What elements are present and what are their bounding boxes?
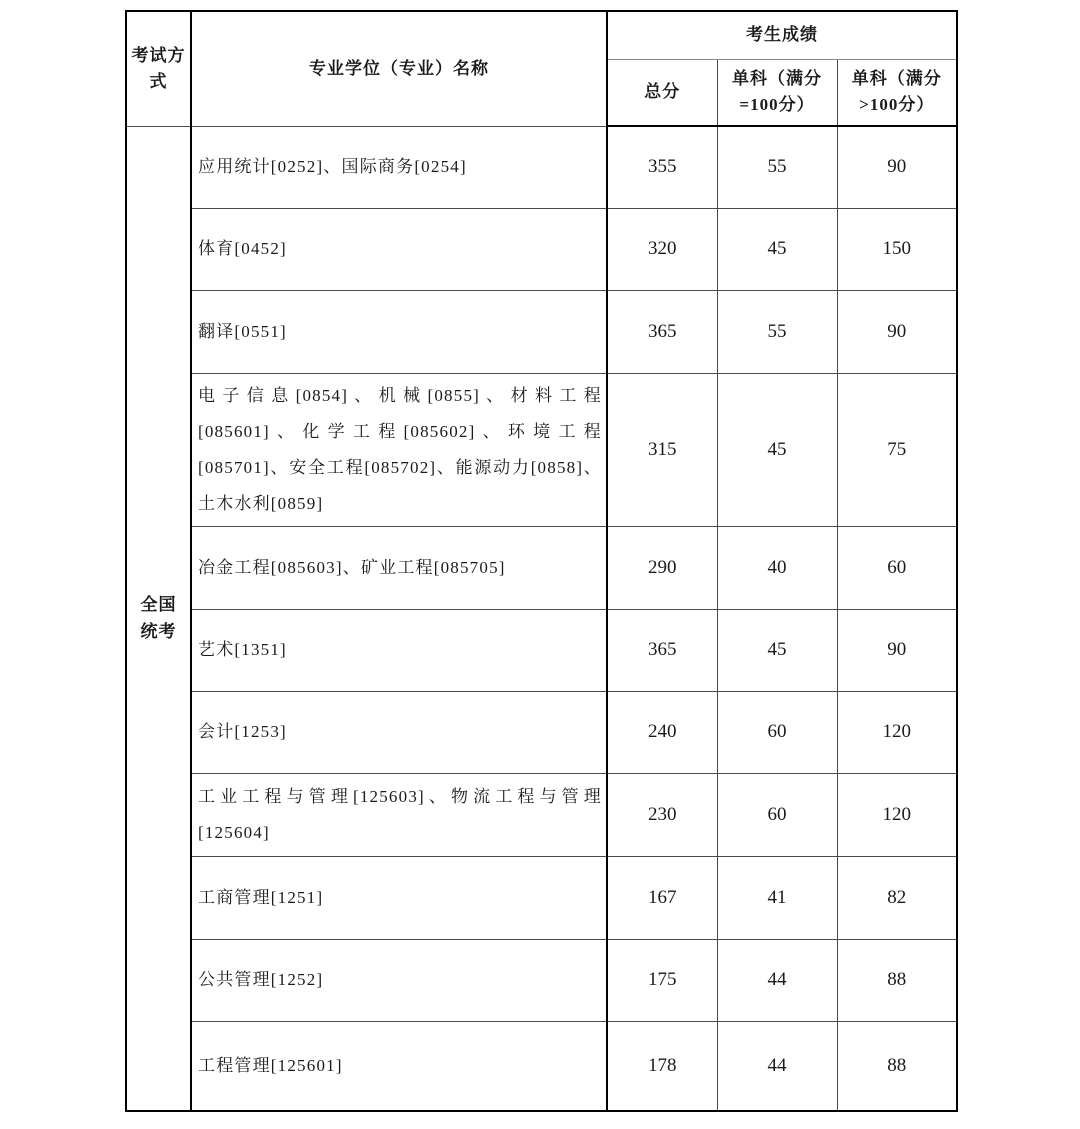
major-name-cell: 电子信息[0854]、机械[0855]、材料工程[085601]、化学工程[085602]、环境工程[085701]、安全工程[085702]、能源动力[0858]、土木水利[0859] (191, 373, 607, 526)
total-score-cell: 230 (607, 773, 717, 856)
header-score-group: 考生成绩 (607, 11, 957, 59)
header-row-top (126, 11, 957, 59)
total-score-cell: 365 (607, 609, 717, 691)
single-over100-cell: 75 (837, 373, 957, 526)
single-full100-cell: 55 (717, 126, 837, 208)
table-row (126, 290, 957, 373)
table-row (126, 939, 957, 1021)
major-name-cell: 公共管理[1252] (191, 939, 607, 1021)
single-full100-cell: 55 (717, 290, 837, 373)
single-full100-cell: 45 (717, 208, 837, 290)
single-over100-cell: 150 (837, 208, 957, 290)
single-full100-cell: 44 (717, 1021, 837, 1111)
single-over100-cell: 120 (837, 691, 957, 773)
single-full100-cell: 45 (717, 609, 837, 691)
header-total-score: 总分 (607, 59, 717, 126)
table-row (126, 609, 957, 691)
major-name-cell: 工程管理[125601] (191, 1021, 607, 1111)
total-score-cell: 178 (607, 1021, 717, 1111)
table-row (126, 208, 957, 290)
table-row (126, 373, 957, 526)
major-name-cell: 冶金工程[085603]、矿业工程[085705] (191, 526, 607, 609)
major-name-cell: 工商管理[1251] (191, 856, 607, 939)
major-name-cell: 艺术[1351] (191, 609, 607, 691)
total-score-cell: 320 (607, 208, 717, 290)
single-over100-cell: 88 (837, 939, 957, 1021)
table-row (126, 773, 957, 856)
single-over100-cell: 88 (837, 1021, 957, 1111)
total-score-cell: 240 (607, 691, 717, 773)
major-name-cell: 体育[0452] (191, 208, 607, 290)
total-score-cell: 355 (607, 126, 717, 208)
single-full100-cell: 40 (717, 526, 837, 609)
single-full100-cell: 44 (717, 939, 837, 1021)
total-score-cell: 175 (607, 939, 717, 1021)
major-name-cell: 翻译[0551] (191, 290, 607, 373)
admission-score-table (125, 10, 958, 1112)
total-score-cell: 315 (607, 373, 717, 526)
table-row (126, 526, 957, 609)
single-over100-cell: 82 (837, 856, 957, 939)
major-name-cell: 工业工程与管理[125603]、物流工程与管理[125604] (191, 773, 607, 856)
table-row (126, 126, 957, 208)
single-full100-cell: 60 (717, 773, 837, 856)
exam-type-cell: 全国统考 (126, 126, 191, 1111)
header-single-full100: 单科（满分=100分） (717, 59, 837, 126)
single-over100-cell: 90 (837, 609, 957, 691)
table-row (126, 856, 957, 939)
major-name-cell: 应用统计[0252]、国际商务[0254] (191, 126, 607, 208)
major-name-cell: 会计[1253] (191, 691, 607, 773)
header-major-name: 专业学位（专业）名称 (191, 11, 607, 126)
single-over100-cell: 90 (837, 290, 957, 373)
total-score-cell: 167 (607, 856, 717, 939)
total-score-cell: 290 (607, 526, 717, 609)
single-full100-cell: 41 (717, 856, 837, 939)
single-full100-cell: 60 (717, 691, 837, 773)
single-full100-cell: 45 (717, 373, 837, 526)
header-single-over100: 单科（满分>100分） (837, 59, 957, 126)
single-over100-cell: 60 (837, 526, 957, 609)
table-row (126, 1021, 957, 1111)
single-over100-cell: 120 (837, 773, 957, 856)
header-exam-method: 考试方式 (126, 11, 191, 126)
total-score-cell: 365 (607, 290, 717, 373)
single-over100-cell: 90 (837, 126, 957, 208)
table-row (126, 691, 957, 773)
